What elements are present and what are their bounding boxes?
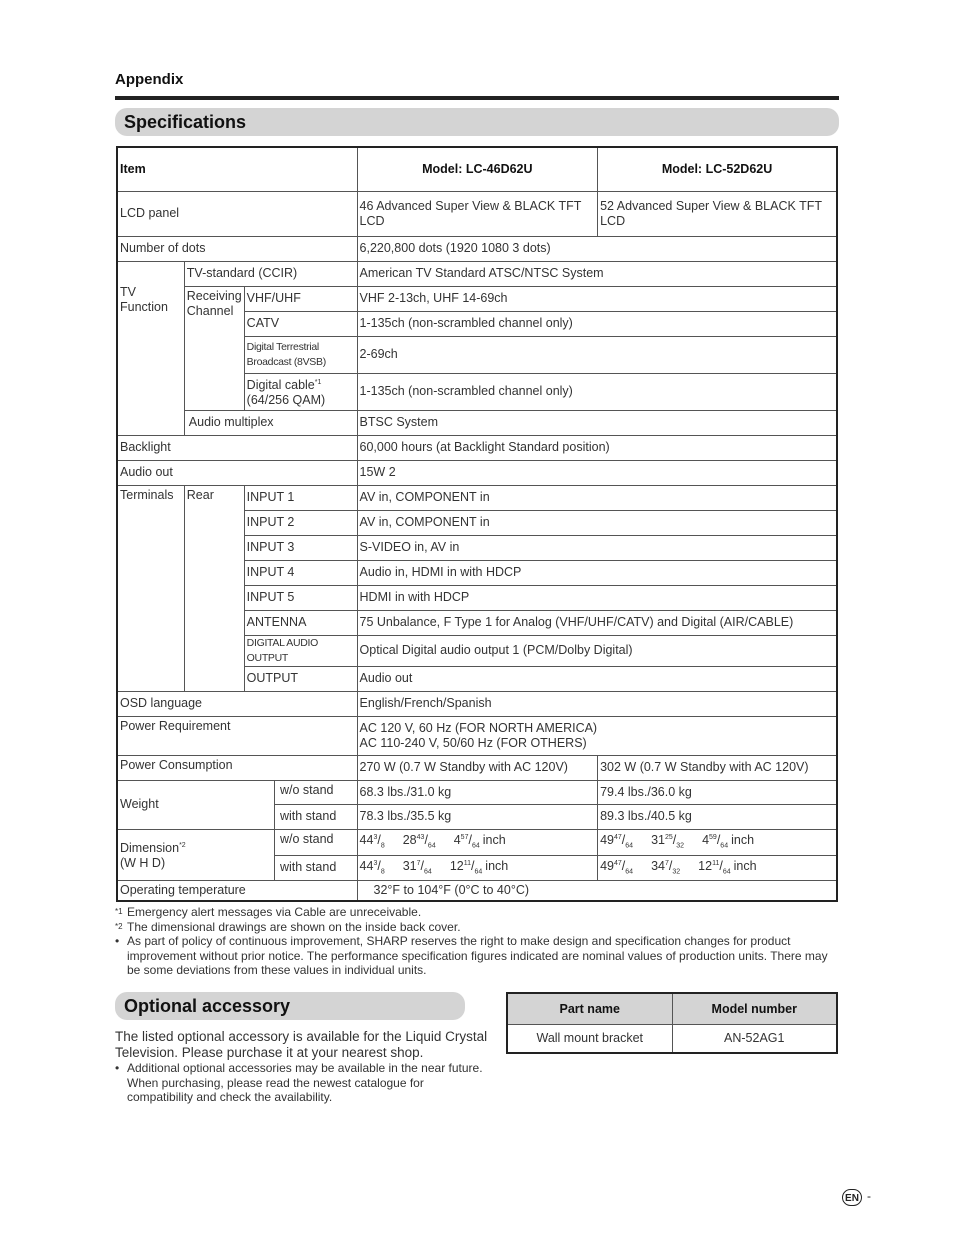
header-model-b: Model: LC-52D62U [598, 147, 837, 191]
optional-intro-text: The listed optional accessory is available for the Liquid Crystal Television. Please purchase it at your nearest shop. [115, 1029, 488, 1060]
footnote [115, 934, 839, 978]
row-label: TV-standard (CCIR) [184, 261, 357, 286]
dimension-unit: inch [482, 833, 506, 848]
footnote-mark: *1 [115, 907, 123, 916]
cell-value: 79.4 lbs./36.0 kg [598, 780, 837, 804]
footnote-mark: *1 [314, 378, 322, 386]
row-label: VHF/UHF [244, 286, 357, 311]
cell-value: Audio out [357, 666, 837, 691]
page-dash: - [867, 1189, 871, 1203]
row-label: INPUT 4 [244, 560, 357, 585]
dimension-value: $28^{43}/_{64}$ [402, 833, 436, 850]
footnote-mark: *2 [179, 841, 186, 849]
dimension-value: $49^{47}/_{64}$ [600, 858, 634, 876]
footnotes [115, 905, 839, 978]
table-row [117, 460, 837, 485]
row-label: Number of dots [117, 236, 357, 261]
cell-value: Audio in, HDMI in with HDCP [357, 560, 837, 585]
row-label: ANTENNA [244, 610, 357, 635]
row-label: LCD panel [117, 191, 357, 236]
cell-value: American TV Standard ATSC/NTSC System [357, 261, 837, 286]
footnote-text: Emergency alert messages via Cable are unreceivable. [127, 905, 422, 919]
row-label: Operating temperature [117, 880, 357, 901]
header-rule [115, 96, 839, 100]
specifications-table [116, 146, 838, 902]
dimension-value: $44^3/_8$ [359, 833, 385, 850]
digital-cable-sub: (64/256 QAM) [246, 393, 326, 408]
cell-value: 60,000 hours (at Backlight Standard position) [357, 435, 837, 460]
dimension-sub: (W H D) [120, 856, 166, 871]
row-label: Weight [117, 780, 274, 829]
optional-bullet [115, 1061, 490, 1105]
optional-bullet-text: Additional optional accessories may be available in the near future. When purchasing, please read the newest catalogue for compatibility and check the availability. [127, 1061, 483, 1104]
power-line-2: AC 110-240 V, 50/60 Hz (FOR OTHERS) [359, 735, 587, 750]
row-label: Power Requirement [117, 716, 357, 755]
row-label: INPUT 3 [244, 535, 357, 560]
cell-value: BTSC System [357, 410, 837, 435]
cell-part: Wall mount bracket [507, 1025, 672, 1053]
table-row [117, 485, 837, 510]
cell-value [357, 716, 837, 755]
section-header-appendix: Appendix [115, 71, 184, 88]
dimension-value: $12^{11}/_{64}$ [449, 858, 483, 876]
table-row [117, 236, 837, 261]
row-label: OUTPUT [244, 666, 357, 691]
cell-value: Optical Digital audio output 1 (PCM/Dolby Digital) [357, 635, 837, 666]
cell-value: 32°F to 104°F (0°C to 40°C) [357, 880, 837, 901]
table-row [117, 829, 837, 855]
dimension-value: $4^{57}/_{64}$ [453, 833, 480, 850]
cell-value: HDMI in with HDCP [357, 585, 837, 610]
row-label: INPUT 2 [244, 510, 357, 535]
optional-accessory-heading: Optional accessory [115, 992, 465, 1020]
bullet-mark: • [115, 1061, 120, 1075]
row-label: CATV [244, 311, 357, 336]
header-model-number: Model number [672, 993, 837, 1025]
dimension-unit: inch [731, 833, 755, 848]
footnote-text: As part of policy of continuous improvement, SHARP reserves the right to make design and specification changes for product improvement without prior notice. The performance specification figures indicated are nominal values of production units. There may be some deviations from these values in individual units. [127, 934, 828, 977]
cell-value: 15W 2 [357, 460, 837, 485]
footnote-text: The dimensional drawings are shown on the inside back cover. [127, 919, 461, 934]
cell-value: AV in, COMPONENT in [357, 485, 837, 510]
dimension-unit: inch [733, 858, 757, 873]
table-row [117, 755, 837, 780]
row-label: Digital Terrestrial Broadcast (8VSB) [244, 336, 357, 373]
dimension-value: $4^{59}/_{64}$ [702, 833, 729, 850]
table-row [117, 286, 837, 311]
row-label: INPUT 1 [244, 485, 357, 510]
row-label: TV Function [117, 261, 184, 435]
cell-value: 302 W (0.7 W Standby with AC 120V) [598, 755, 837, 780]
table-row [507, 1025, 837, 1053]
header-model-a: Model: LC-46D62U [357, 147, 598, 191]
cell-value: 1-135ch (non-scrambled channel only) [357, 311, 837, 336]
table-row [117, 191, 837, 236]
cell-value [357, 855, 598, 880]
row-label: Terminals [117, 485, 184, 691]
table-row [117, 261, 837, 286]
table-header-row [117, 147, 837, 191]
dimension-value: $31^{25}/_{32}$ [651, 833, 685, 850]
footnote-mark: *2 [115, 921, 123, 931]
cell-value: 89.3 lbs./40.5 kg [598, 804, 837, 829]
row-label: with stand [274, 855, 357, 880]
cell-value: 52 Advanced Super View & BLACK TFT LCD [598, 191, 837, 236]
row-label [117, 829, 274, 880]
footnote [115, 920, 839, 935]
table-row [117, 780, 837, 804]
table-row [117, 691, 837, 716]
cell-value: S-VIDEO in, AV in [357, 535, 837, 560]
table-row [117, 716, 837, 755]
specifications-heading: Specifications [115, 108, 839, 136]
row-label [244, 373, 357, 410]
header-part-name: Part name [507, 993, 672, 1025]
table-row [117, 410, 837, 435]
accessory-table [506, 992, 838, 1054]
language-badge: EN [842, 1189, 862, 1206]
row-label: w/o stand [274, 780, 357, 804]
dimension-value: $44^3/_8$ [359, 858, 385, 876]
row-label: Backlight [117, 435, 357, 460]
row-label: Receiving Channel [184, 286, 244, 410]
header-item: Item [117, 147, 357, 191]
cell-value: 46 Advanced Super View & BLACK TFT LCD [357, 191, 598, 236]
power-line-1: AC 120 V, 60 Hz (FOR NORTH AMERICA) [359, 720, 598, 735]
row-label: Audio out [117, 460, 357, 485]
table-row [117, 435, 837, 460]
cell-value: 270 W (0.7 W Standby with AC 120V) [357, 755, 598, 780]
cell-value [598, 855, 837, 880]
cell-value: VHF 2-13ch, UHF 14-69ch [357, 286, 837, 311]
footnote [115, 905, 839, 920]
dimension-label: Dimension [120, 841, 180, 856]
cell-value: 68.3 lbs./31.0 kg [357, 780, 598, 804]
row-label: Power Consumption [117, 755, 357, 780]
cell-value: 78.3 lbs./35.5 kg [357, 804, 598, 829]
cell-value: 2-69ch [357, 336, 837, 373]
table-row [117, 880, 837, 901]
dimension-value: $34^7/_{32}$ [651, 858, 681, 876]
dimension-value: $31^7/_{64}$ [402, 858, 432, 876]
cell-value: English/French/Spanish [357, 691, 837, 716]
table-header-row [507, 993, 837, 1025]
cell-value: AV in, COMPONENT in [357, 510, 837, 535]
row-label: DIGITAL AUDIO OUTPUT [244, 635, 357, 666]
cell-value [598, 829, 837, 855]
digital-cable-label: Digital cable [246, 378, 315, 393]
dimension-value: $12^{11}/_{64}$ [698, 858, 731, 876]
dimension-value: $49^{47}/_{64}$ [600, 833, 634, 850]
row-label: with stand [274, 804, 357, 829]
dimension-unit: inch [485, 858, 509, 873]
cell-value: 1-135ch (non-scrambled channel only) [357, 373, 837, 410]
row-label: INPUT 5 [244, 585, 357, 610]
cell-model: AN-52AG1 [672, 1025, 837, 1053]
row-label: Audio multiplex [184, 410, 357, 435]
cell-value: 6,220,800 dots (1920 1080 3 dots) [357, 236, 837, 261]
cell-value [357, 829, 598, 855]
row-label: w/o stand [274, 829, 357, 855]
row-label: Rear [184, 485, 244, 691]
cell-value: 75 Unbalance, F Type 1 for Analog (VHF/UHF/CATV) and Digital (AIR/CABLE) [357, 610, 837, 635]
bullet-mark: • [115, 934, 120, 948]
row-label: OSD language [117, 691, 357, 716]
